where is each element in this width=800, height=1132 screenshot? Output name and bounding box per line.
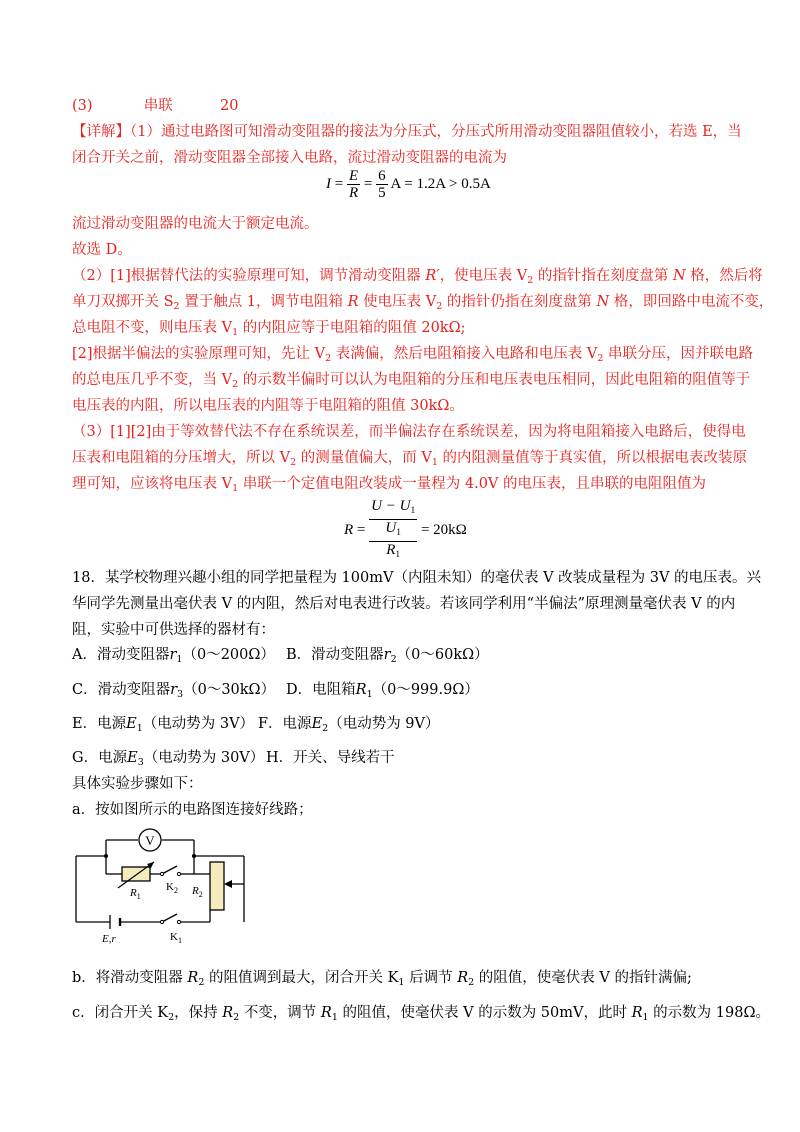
- svg-text:E,r: E,r: [102, 933, 116, 945]
- svg-text:K2: $K_2$: [166, 881, 178, 895]
- detail-line-1: 【详解】（1）通过电路图可知滑动变阻器的接法为分压式，分压式所用滑动变阻器阻值较小，若选 E，当: [72, 124, 742, 140]
- circuit-diagram: [66, 822, 256, 948]
- detail-line-2: 闭合开关之前，滑动变阻器全部接入电路，流过滑动变阻器的电流为: [72, 150, 507, 166]
- p2-line-6: 电压表的内阻，所以电压表的内阻等于电阻箱的阻值 30kΩ。: [72, 398, 464, 414]
- svg-text:R2: $R_2$: [192, 885, 203, 899]
- steps-title: 具体实验步骤如下：: [72, 776, 203, 792]
- detail-line-4: 故选 D。: [72, 242, 132, 258]
- option-c: C．滑动变阻器$r_3(0\sim 30k\Omega)$: [72, 682, 276, 700]
- step-b: b．将滑动变阻器 $R_2$ 的阻值调到最大，闭合开关 $K_1$ 后调节 $R_2$ 的阻值，使毫伏表 V 的指针满偏;: [72, 970, 692, 988]
- answer-number: (3): [72, 98, 93, 114]
- q18-line-3: 阻，实验中可供选择的器材有：: [72, 622, 275, 638]
- detail-tag: 【详解】: [72, 124, 130, 140]
- fraction-6-over-5: $\frac{6}{5}$: [378, 168, 386, 201]
- p2-line-1: （2）[1]根据替代法的实验原理可知，调节滑动变阻器 R′，使电压表 $V_2$ 的指针指在刻度盘第 N 格，然后将: [72, 268, 763, 286]
- answer-line: [72, 96, 238, 116]
- option-h: H．开关、导线若干: [266, 750, 395, 766]
- option-f: F．电源$E_2$（电动势为 9V）: [258, 716, 440, 734]
- option-g: G．电源$E_3$（电动势为 30V）: [72, 750, 265, 768]
- p3-line-2: 压表和电阻箱的分压增大，所以 $V_2$ 的测量值偏大，而 $V_1$ 的内阻测量值等于真实值，所以根据电表改装原: [72, 450, 747, 468]
- voltmeter-label: V: [145, 833, 155, 848]
- q18-line-1: 18．某学校物理兴趣小组的同学把量程为 100mV（内阻未知）的毫伏表 V 改装成量程为 3V 的电压表。兴: [72, 570, 762, 586]
- fraction-resistance: $U - U_1$ $U_1$ $R_1$: [371, 498, 416, 560]
- detail-line-3: 流过滑动变阻器的电流大于额定电流。: [72, 216, 319, 232]
- svg-text:K1: $K_1$: [170, 931, 182, 945]
- option-a: A．滑动变阻器$r_1(0\sim 200\Omega)$: [72, 647, 275, 665]
- option-d: D．电阻箱$R_1(0\sim 999.9\Omega)$: [286, 682, 479, 700]
- p2-line-2: 单刀双掷开关 $S_2$ 置于触点 1，调节电阻箱 R 使电压表 $V_2$ 的指针仍指在刻度盘第 N 格，即回路中电流不变，: [72, 294, 774, 312]
- formula-resistance: R = $U - U_1$ $U_1$ $R_1$ = 20kΩ: [344, 498, 467, 563]
- p3-line-1: （3）[1][2]由于等效替代法不存在系统误差，而半偏法存在系统误差，因为将电阻箱接入电路后，使得电: [72, 424, 746, 440]
- step-a: a．按如图所示的电路图连接好线路；: [72, 802, 313, 818]
- formula-current: I = $\frac{E}{R}$ = $\frac{6}{5}$ A = 1.2A > 0.5A: [326, 168, 491, 201]
- p2-line-5: 的总电压几乎不变，当 $V_2$ 的示数半偏时可以认为电阻箱的分压和电压表电压相同，因此电阻箱的阻值等于: [72, 372, 751, 390]
- p2-line-3: 总电阻不变，则电压表 $V_1$ 的内阻应等于电阻箱的阻值 20kΩ;: [72, 320, 466, 338]
- rheostat-r2-icon: [210, 862, 224, 910]
- step-c: c．闭合开关 $K_2$，保持 $R_2$ 不变，调节 $R_1$ 的阻值，使毫伏表 V 的示数为 50mV，此时 $R_1$ 的示数为 198Ω。: [72, 1005, 770, 1023]
- answer-value: 20: [219, 98, 239, 114]
- q18-line-2: 华同学先测量出毫伏表 V 的内阻，然后对电表进行改装。若该同学利用“半偏法”原理测量毫伏表 V 的内: [72, 596, 736, 612]
- resistor-r1-icon: [122, 867, 150, 881]
- answer-connect: 串联: [143, 98, 173, 114]
- svg-text:R1: $R_1$: [130, 887, 141, 901]
- fraction-e-over-r: $\frac{E}{R}$: [348, 168, 359, 201]
- p3-line-3: 理可知，应该将电压表 $V_1$ 串联一个定值电阻改装成一量程为 4.0V 的电压表，且串联的电阻阻值为: [72, 476, 706, 494]
- option-e: E．电源$E_1$（电动势为 3V）: [72, 716, 255, 734]
- p2-line-4: [2]根据半偏法的实验原理可知，先让 $V_2$ 表满偏，然后电阻箱接入电路和电压表 $V_2$ 串联分压，因并联电路: [72, 346, 754, 364]
- option-b: B．滑动变阻器$r_2(0\sim 60k\Omega)$: [286, 647, 489, 665]
